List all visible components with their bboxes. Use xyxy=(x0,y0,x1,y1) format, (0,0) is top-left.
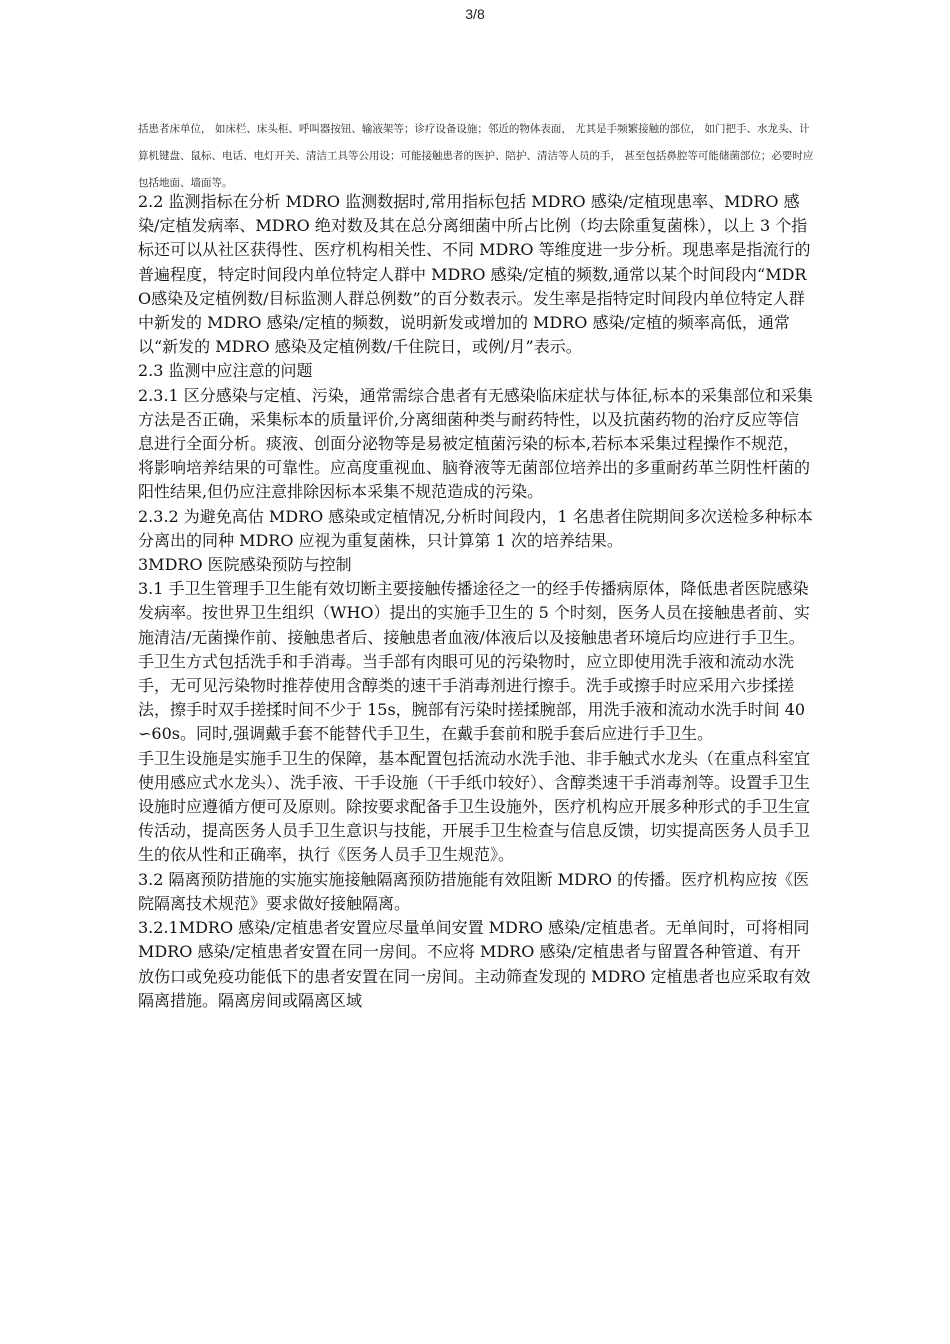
paragraph-2-3-2: 2.3.2 为避免高估 MDRO 感染或定植情况,分析时间段内，1 名患者住院期间多次送检多种标本分离出的同种 MDRO 应视为重复菌株，只计算第 1 次的培养结果。 xyxy=(138,506,813,550)
paragraph-2-2: 2.2 监测指标在分析 MDRO 监测数据时,常用指标包括 MDRO 感染/定植现患率、MDRO 感染/定植发病率、MDRO 绝对数及其在总分离细菌中所占比例（均去除重复菌株），以上 3 个指标还可以从社区获得性、医疗机构相关性、不同 MDRO 等维度进一步分析。现患率是指流行的普遍程度，特定时间段内单位特定人群中 MDRO 感染/定植的频数,通常以某个时间段内“MDRO感染及定植例数/目标监测人群总例数”的百分数表示。发生率是指特定时间段内单位特定人群中新发的 MDRO 感染/定植的频数，说明新发或增加的 MDRO 感染/定植的频率高低，通常以“新发的 MDRO 感染及定植例数/千住院日，或例/月”表示。 xyxy=(138,192,811,357)
heading-2-3: 2.3 监测中应注意的问题 xyxy=(138,361,313,381)
paragraph-3-2: 3.2 隔离预防措施的实施实施接触隔离预防措施能有效阻断 MDRO 的传播。医疗机构应按《医院隔离技术规范》要求做好接触隔离。 xyxy=(138,869,810,913)
page-number: 3/8 xyxy=(465,6,485,22)
document-body xyxy=(138,190,814,1013)
paragraph-hand-hygiene-facilities: 手卫生设施是实施手卫生的保障，基本配置包括流动水洗手池、非手触式水龙头（在重点科室宜使用感应式水龙头）、洗手液、干手设施（干手纸巾较好）、含醇类速干手消毒剂等。设置手卫生设施时应遵循方便可及原则。除按要求配备手卫生设施外，医疗机构应开展多种形式的手卫生宣传活动，提高医务人员手卫生意识与技能，开展手卫生检查与信息反馈，切实提高医务人员手卫生的依从性和正确率，执行《医务人员手卫生规范》。 xyxy=(138,748,811,865)
paragraph-3-1: 3.1 手卫生管理手卫生能有效切断主要接触传播途径之一的经手传播病原体，降低患者医院感染发病率。按世界卫生组织（WHO）提出的实施手卫生的 5 个时刻，医务人员在接触患者前、实施清洁/无菌操作前、接触患者后、接触患者血液/体液后以及接触患者环境后均应进行手卫生。手卫生方式包括洗手和手消毒。当手部有肉眼可见的污染物时，应立即使用洗手液和流动水洗手，无可见污染物时推荐使用含醇类的速干手消毒剂进行擦手。洗手或擦手时应采用六步揉搓法，擦手时双手搓揉时间不少于 15s，腕部有污染时搓揉腕部，用洗手液和流动水洗手时间 40∽60s。同时,强调戴手套不能替代手卫生，在戴手套前和脱手套后应进行手卫生。 xyxy=(138,579,810,744)
heading-3: 3MDRO 医院感染预防与控制 xyxy=(138,555,352,575)
paragraph-2-3-1: 2.3.1 区分感染与定植、污染，通常需综合患者有无感染临床症状与体征,标本的采集部位和采集方法是否正确，采集标本的质量评价,分离细菌种类与耐药特性，以及抗菌药物的治疗反应等信息进行全面分析。痰液、创面分泌物等是易被定植菌污染的标本,若标本采集过程操作不规范，将影响培养结果的可靠性。应高度重视血、脑脊液等无菌部位培养出的多重耐药革兰阴性杆菌的阳性结果,但仍应注意排除因标本采集不规范造成的污染。 xyxy=(138,385,813,502)
note-text: 括患者床单位， 如床栏、床头柜、呼叫器按钮、输液架等；诊疗设备设施；邻近的物体表面， 尤其是手频繁接触的部位， 如门把手、水龙头、计算机键盘、鼠标、电话、电灯开关、清洁工具等公用设；可能接触患者的医护、陪护、清洁等人员的手， 甚至包括鼻腔等可能储菌部位；必要时应包括地面、墙面等。 xyxy=(138,123,814,189)
paragraph-3-2-1: 3.2.1MDRO 感染/定植患者安置应尽量单间安置 MDRO 感染/定植患者。无单间时，可将相同 MDRO 感染/定植患者安置在同一房间。不应将 MDRO 感染/定植患者与留置各种管道、有开放伤口或免疫功能低下的患者安置在同一房间。主动筛查发现的 MDRO 定植患者也应采取有效隔离措施。隔离房间或隔离区域 xyxy=(138,918,811,1010)
